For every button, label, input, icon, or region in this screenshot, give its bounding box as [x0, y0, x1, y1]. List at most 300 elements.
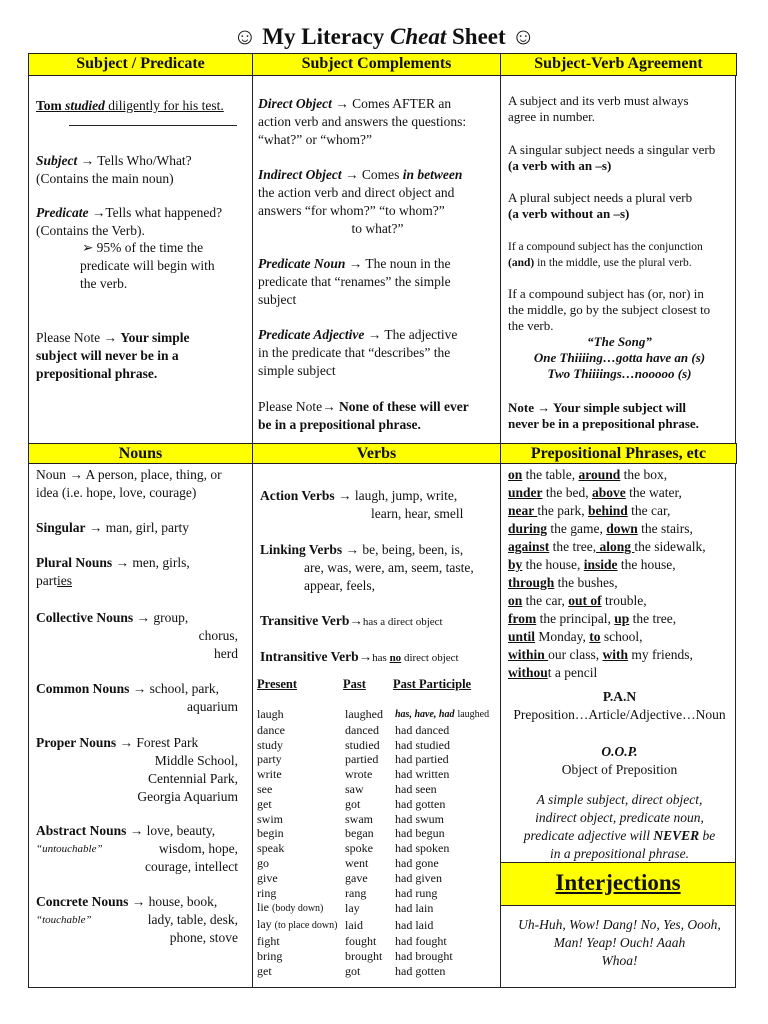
table-row	[257, 723, 497, 738]
text-line	[36, 466, 246, 484]
participle-form: had rung	[395, 885, 438, 900]
text-line	[260, 559, 494, 577]
participle-form: had partied	[395, 752, 449, 767]
text-run: → Forest Park	[116, 735, 199, 750]
table-row	[257, 964, 497, 979]
text-line	[508, 952, 731, 970]
present-cell	[257, 949, 343, 964]
text-run: Georgia Aquarium	[137, 789, 238, 804]
table-row	[257, 752, 497, 767]
present-form: get	[257, 796, 272, 811]
text-line	[508, 916, 731, 934]
present-cell	[257, 900, 343, 917]
participle-form: had given	[395, 870, 442, 885]
verb-note: (to place down)	[274, 920, 338, 932]
past-form: began	[345, 826, 374, 841]
participle-form: had seen	[395, 781, 437, 796]
text-run: Please Note →	[36, 330, 121, 345]
past-cell	[343, 856, 393, 871]
past-cell	[343, 723, 393, 738]
present-cell	[257, 934, 343, 949]
text-line	[258, 184, 497, 202]
text-run: with	[602, 647, 629, 662]
participle-form: had brought	[395, 948, 453, 963]
past-cell	[343, 949, 393, 964]
text-line	[36, 170, 246, 188]
participle-form: had spoken	[395, 841, 450, 856]
text-run: during	[508, 521, 548, 536]
past-form: lay	[345, 901, 360, 916]
text-line	[260, 505, 494, 523]
past-cell	[343, 767, 393, 782]
text-line	[508, 574, 731, 592]
paragraph	[508, 466, 731, 682]
table-row	[257, 856, 497, 871]
paragraph	[260, 612, 494, 631]
text-run: prepositional phrase.	[36, 366, 158, 381]
paragraph	[508, 239, 731, 271]
paragraph	[36, 609, 246, 663]
text-run: to what?”	[351, 221, 404, 236]
past-form: wrote	[345, 767, 373, 782]
text-line	[508, 302, 731, 318]
present-cell	[257, 964, 343, 979]
paragraph	[508, 791, 731, 863]
text-line	[508, 93, 731, 109]
paragraph	[36, 329, 246, 383]
text-run: Your simple subject will	[553, 400, 687, 415]
text-line	[508, 610, 731, 628]
text-run: Note →	[508, 400, 554, 415]
paragraph	[36, 519, 246, 537]
present-form: get	[257, 963, 272, 978]
text-run: ➢ 95% of the time the	[82, 240, 204, 255]
text-run: the middle, go by the subject closest to	[508, 302, 711, 317]
present-cell	[257, 706, 343, 723]
past-form: brought	[345, 948, 383, 963]
text-run: Two Thiiiings…nooooo (s)	[547, 366, 692, 381]
text-run: (Contains the Verb).	[36, 223, 145, 238]
text-run: inside	[583, 557, 618, 572]
text-run: the car,	[522, 593, 569, 608]
text-line	[508, 502, 731, 520]
column-header: Present	[257, 677, 298, 691]
text-run: Predicate Adjective	[258, 327, 365, 342]
paragraph	[36, 466, 246, 502]
text-run: →	[349, 613, 363, 628]
paragraph	[36, 734, 246, 806]
text-run: the tree,	[549, 539, 597, 554]
past-cell	[343, 886, 393, 901]
text-run: herd	[214, 646, 238, 661]
cell-complements	[253, 76, 501, 444]
text-run: the tree,	[629, 611, 677, 626]
text-line	[260, 487, 494, 505]
text-run: up	[614, 611, 630, 626]
section-header: Subject / Predicate	[28, 53, 253, 76]
text-run: → school, park,	[129, 681, 220, 696]
present-cell	[257, 856, 343, 871]
table-row	[257, 841, 497, 856]
column-header: Past Participle	[393, 677, 472, 691]
paragraph	[258, 398, 497, 434]
text-run: “untouchable”	[36, 843, 103, 855]
past-form: laughed	[345, 707, 383, 721]
participle-form: has, have, had	[395, 709, 455, 720]
text-run: Proper Nouns	[36, 735, 117, 750]
participle-form: had danced	[395, 722, 450, 737]
paragraph	[508, 190, 731, 222]
participle-form: had studied	[395, 737, 450, 752]
text-line	[36, 680, 246, 698]
text-line	[36, 770, 246, 788]
text-run: against	[508, 539, 550, 554]
text-line	[508, 664, 731, 682]
text-line	[260, 577, 494, 595]
text-run: the verb.	[508, 318, 554, 333]
past-form: got	[345, 963, 361, 978]
participle-cell	[393, 964, 497, 979]
text-line	[258, 398, 497, 416]
text-run: the sidewalk,	[634, 539, 706, 554]
paragraph	[36, 239, 246, 293]
participle-cell	[393, 752, 497, 767]
text-line	[508, 791, 731, 809]
text-run: in a prepositional phrase.	[549, 846, 689, 861]
text-line	[508, 350, 731, 366]
text-line	[508, 628, 731, 646]
text-line	[260, 612, 494, 631]
text-line	[36, 152, 246, 170]
past-form: studied	[345, 737, 380, 752]
text-line	[36, 752, 246, 770]
past-cell	[343, 871, 393, 886]
paragraph	[508, 688, 731, 724]
present-cell	[257, 738, 343, 753]
text-run: “touchable”	[36, 914, 92, 926]
table-row	[257, 767, 497, 782]
table-row	[257, 886, 497, 901]
text-run: through	[508, 575, 555, 590]
text-line	[36, 645, 246, 663]
participle-cell	[393, 949, 497, 964]
text-line	[258, 291, 497, 309]
table-row	[257, 871, 497, 886]
text-run: action verb and answers the questions:	[258, 114, 467, 129]
participle-form: had gotten	[395, 796, 446, 811]
text-run: Subject	[36, 153, 78, 168]
text-line	[258, 416, 497, 434]
text-run: →	[358, 649, 373, 664]
past-form: got	[345, 796, 361, 811]
text-run: direct object	[401, 652, 459, 664]
text-run: Singular	[36, 520, 86, 535]
text-run: Common Nouns	[36, 681, 130, 696]
past-form: fought	[345, 933, 377, 948]
text-run: in the predicate that “describes” the	[258, 345, 451, 360]
paragraph	[508, 93, 731, 125]
paragraph	[508, 916, 731, 970]
text-line	[508, 688, 731, 706]
text-run: the table,	[522, 467, 579, 482]
text-run: → love, beauty,	[126, 823, 216, 838]
table-row	[257, 826, 497, 841]
present-form: dance	[257, 722, 285, 737]
text-run: within	[508, 647, 549, 662]
text-run: A singular subject needs a singular verb	[508, 142, 716, 157]
text-line	[36, 257, 246, 275]
text-run: the game,	[547, 521, 607, 536]
present-cell	[257, 797, 343, 812]
text-run: Object of Preposition	[561, 762, 678, 777]
participle-cell	[393, 782, 497, 797]
participle-form: had swum	[395, 811, 444, 826]
text-line	[508, 743, 731, 761]
text-line	[508, 255, 731, 271]
text-run: wisdom, hope,	[158, 841, 238, 856]
paragraph	[36, 680, 246, 716]
text-run: agree in number.	[508, 109, 595, 124]
text-run: If a compound subject has (or, nor) in	[508, 286, 704, 301]
text-run: withou	[508, 665, 548, 680]
paragraph	[258, 95, 497, 149]
paragraph	[258, 255, 497, 309]
present-form: ring	[257, 885, 277, 900]
participle-cell	[393, 856, 497, 871]
past-cell	[343, 706, 393, 723]
text-run: idea (i.e. hope, love, courage)	[36, 485, 197, 500]
text-run: Collective Nouns	[36, 610, 134, 625]
text-run: → group,	[133, 610, 189, 625]
past-form: danced	[345, 722, 379, 737]
text-run: → Comes AFTER an	[331, 96, 452, 111]
past-form: spoke	[345, 841, 373, 856]
text-run: studied	[65, 98, 105, 113]
text-run: Direct Object	[258, 96, 332, 111]
text-line	[508, 809, 731, 827]
text-run: on	[508, 593, 523, 608]
text-run: out of	[568, 593, 602, 608]
text-line	[508, 366, 731, 382]
text-line	[36, 484, 246, 502]
paragraph	[260, 541, 494, 595]
table-row	[257, 782, 497, 797]
text-line	[508, 416, 731, 432]
smiley-icon: ☺	[233, 24, 257, 49]
present-cell	[257, 826, 343, 841]
past-form: saw	[345, 781, 364, 796]
text-run: under	[508, 485, 543, 500]
text-line	[508, 706, 731, 724]
text-run: indirect object, predicate noun,	[535, 810, 704, 825]
present-form: give	[257, 870, 278, 885]
participle-form: had fought	[395, 933, 447, 948]
text-run: Man! Yeap! Ouch! Aaah	[553, 935, 686, 950]
past-cell	[343, 917, 393, 934]
text-run: ies	[57, 573, 72, 588]
smiley-icon: ☺	[511, 24, 535, 49]
text-run: around	[578, 467, 621, 482]
paragraph	[36, 97, 246, 115]
text-run: learn, hear, smell	[371, 506, 464, 521]
text-line	[508, 334, 731, 350]
present-form: bring	[257, 948, 283, 963]
text-run: → Comes	[341, 167, 403, 182]
text-line	[508, 845, 731, 863]
text-line	[258, 166, 497, 184]
text-run: are, was, were, am, seem, taste,	[304, 560, 474, 575]
paragraph	[508, 743, 731, 779]
text-run: by	[508, 557, 523, 572]
text-run: → Tells Who/What?	[77, 153, 192, 168]
text-line	[508, 400, 731, 416]
text-run: Centennial Park,	[148, 771, 238, 786]
text-line	[508, 556, 731, 574]
text-line	[36, 840, 246, 858]
text-line	[36, 893, 246, 911]
text-run: along	[596, 539, 635, 554]
text-run: part	[36, 573, 57, 588]
text-run: on	[508, 467, 523, 482]
text-line	[508, 466, 731, 484]
participle-cell	[393, 812, 497, 827]
text-run: (Contains the main noun)	[36, 171, 174, 186]
present-cell	[257, 782, 343, 797]
cell-preps	[501, 464, 737, 988]
paragraph	[260, 648, 494, 667]
text-line	[258, 220, 497, 238]
text-run: Tom	[36, 98, 62, 113]
past-cell	[343, 964, 393, 979]
text-run: appear, feels,	[304, 578, 376, 593]
section-header: Verbs	[252, 443, 501, 464]
text-line	[36, 222, 246, 240]
participle-cell	[393, 706, 497, 723]
text-run: predicate adjective will	[523, 828, 654, 843]
text-line	[508, 761, 731, 779]
text-line	[508, 934, 731, 952]
present-form: go	[257, 855, 269, 870]
text-run: has	[372, 652, 390, 664]
text-run: “The Song”	[587, 334, 652, 349]
text-run: →Tells what happened?	[88, 205, 223, 220]
text-line	[508, 646, 731, 664]
text-line	[36, 788, 246, 806]
table-row	[257, 917, 497, 934]
text-run: Please Note→	[258, 399, 339, 414]
present-form: lay	[257, 917, 272, 932]
paragraph	[36, 893, 246, 947]
paragraph	[508, 400, 731, 432]
present-cell	[257, 723, 343, 738]
text-line	[36, 572, 246, 590]
past-cell	[343, 900, 393, 917]
cell-verbs	[253, 464, 501, 988]
present-cell	[257, 767, 343, 782]
text-run: the bed,	[542, 485, 593, 500]
text-line	[258, 326, 497, 344]
interjections-header: Interjections	[500, 862, 736, 906]
text-line	[258, 344, 497, 362]
text-line	[36, 554, 246, 572]
text-run: If a compound subject has the conjunction	[508, 241, 703, 253]
text-run: the bushes,	[554, 575, 618, 590]
text-run: be in a prepositional phrase.	[258, 417, 421, 432]
text-run: the box,	[620, 467, 668, 482]
text-run: Your simple	[120, 330, 190, 345]
present-form: swim	[257, 811, 284, 826]
text-run: Noun → A person, place, thing, or	[36, 467, 222, 482]
text-run: “what?” or “whom?”	[258, 132, 372, 147]
text-line	[36, 858, 246, 876]
text-run: trouble,	[601, 593, 647, 608]
present-cell	[257, 871, 343, 886]
cheat-sheet-table	[28, 53, 736, 988]
present-cell	[257, 752, 343, 767]
text-line	[36, 329, 246, 347]
text-line	[508, 109, 731, 125]
present-form: speak	[257, 841, 285, 856]
text-run: Abstract Nouns	[36, 823, 127, 838]
past-form: swam	[345, 811, 373, 826]
text-run: One Thiiiing…gotta have an (s)	[533, 350, 706, 365]
text-run: from	[508, 611, 537, 626]
text-line	[258, 273, 497, 291]
participle-form: had gotten	[395, 963, 446, 978]
text-run: Intransitive Verb	[260, 649, 359, 664]
table-row	[257, 797, 497, 812]
text-line	[508, 827, 731, 845]
table-row	[257, 706, 497, 723]
participle-verb: laughed	[457, 709, 490, 720]
text-line	[258, 362, 497, 380]
text-run: → men, girls,	[112, 555, 190, 570]
participle-cell	[393, 841, 497, 856]
text-run: the house,	[522, 557, 584, 572]
present-form: party	[257, 752, 282, 767]
participle-cell	[393, 871, 497, 886]
text-run: the house,	[617, 557, 676, 572]
text-run: (a verb with an –s)	[508, 158, 612, 173]
text-line	[508, 318, 731, 334]
text-run: the verb.	[80, 276, 128, 291]
participle-cell	[393, 886, 497, 901]
text-run: subject	[258, 292, 297, 307]
text-run: NEVER	[653, 828, 700, 843]
text-run: the stairs,	[637, 521, 693, 536]
past-cell	[343, 812, 393, 827]
present-cell	[257, 841, 343, 856]
participle-cell	[393, 723, 497, 738]
text-line	[36, 734, 246, 752]
text-line	[36, 627, 246, 645]
text-run: the park,	[537, 503, 588, 518]
section-header: Subject Complements	[252, 53, 501, 76]
text-line	[508, 206, 731, 222]
text-line	[508, 142, 731, 158]
text-run: t a pencil	[547, 665, 598, 680]
paragraph	[508, 334, 731, 382]
text-run: never be in a prepositional phrase.	[508, 416, 699, 431]
text-run: P.A.N	[602, 689, 637, 704]
text-run: the car,	[627, 503, 671, 518]
participle-form: had laid	[395, 918, 434, 933]
table-row	[257, 949, 497, 964]
text-run: near	[508, 503, 538, 518]
text-line	[508, 538, 731, 556]
text-run: Predicate Noun	[258, 256, 346, 271]
present-cell	[257, 917, 343, 934]
